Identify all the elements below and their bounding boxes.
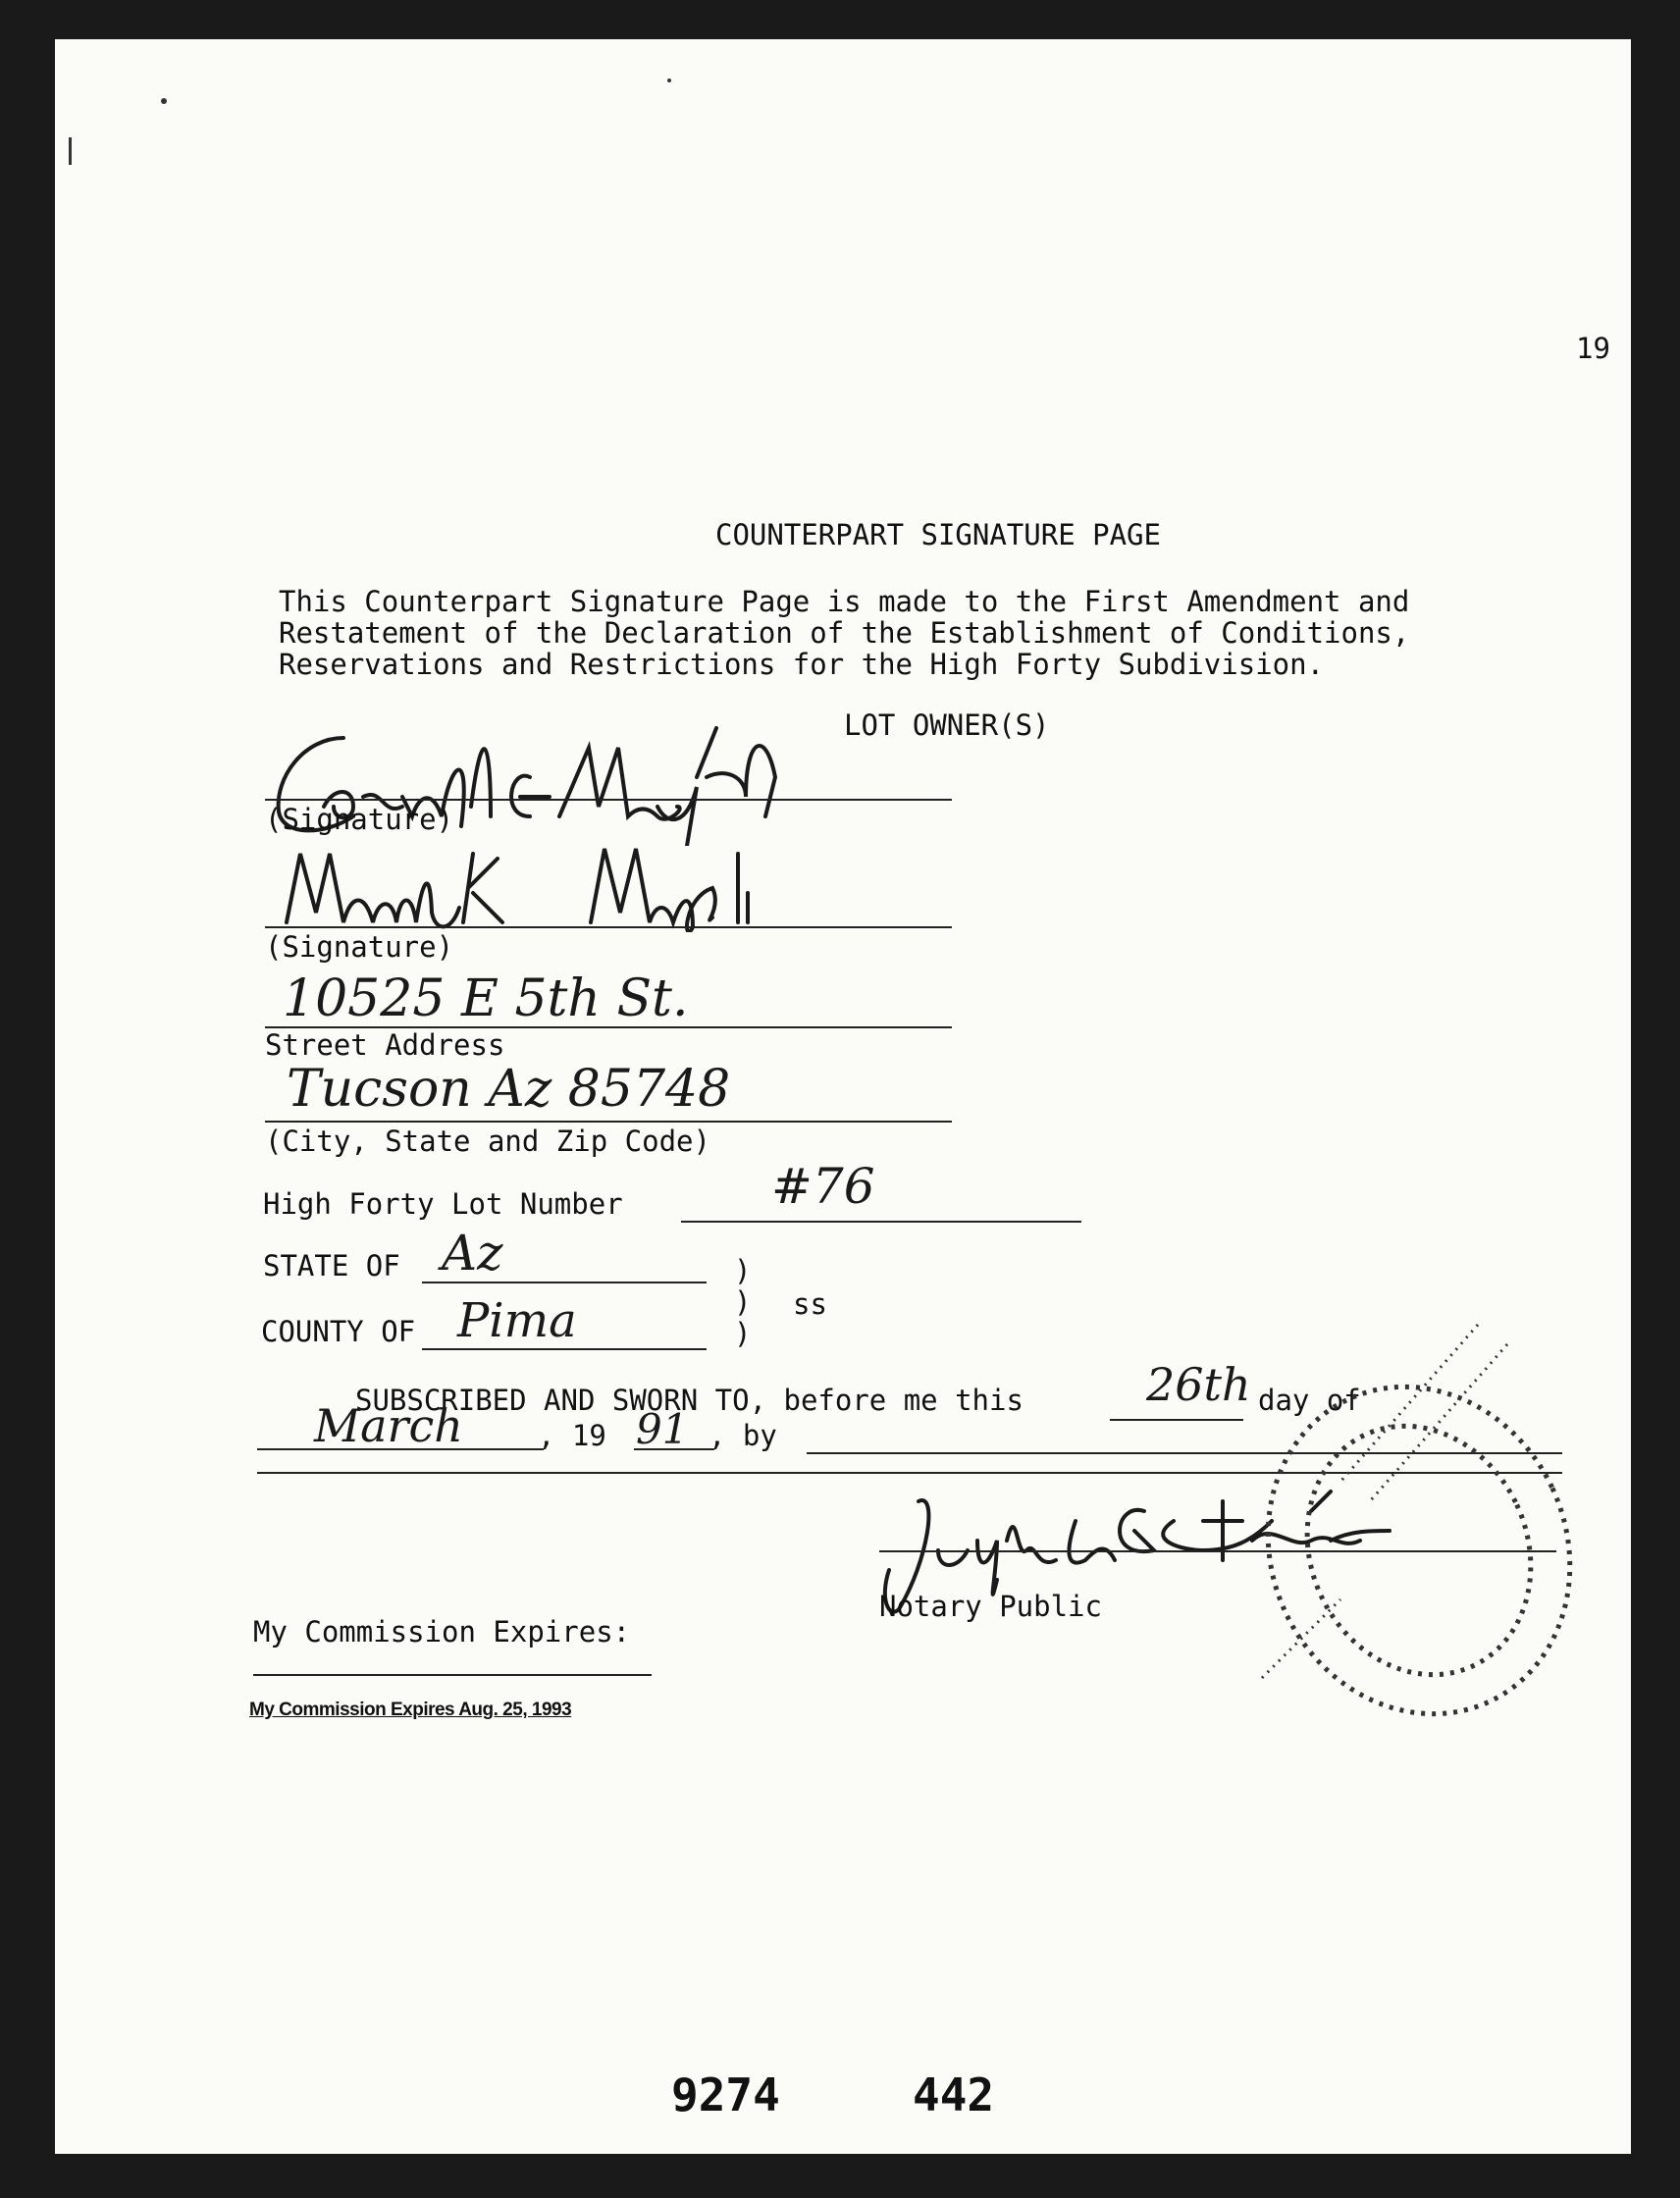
signature-label-1: (Signature) [265, 803, 454, 836]
city-state-zip-label: (City, State and Zip Code) [265, 1125, 710, 1158]
document-page [55, 39, 1631, 2154]
signature-line-2 [265, 926, 952, 928]
speck [69, 137, 72, 165]
page-number: 19 [1576, 332, 1610, 365]
commission-line [253, 1674, 652, 1676]
year-line [634, 1448, 714, 1450]
commission-stamp: My Commission Expires Aug. 25, 1993 [249, 1700, 572, 1720]
intro-line-2: Restatement of the Declaration of the Establishment of Conditions, [279, 616, 1410, 650]
intro-line-3: Reservations and Restrictions for the High Forty Subdivision. [279, 648, 1325, 681]
footer-number-left: 9274 [671, 2068, 780, 2121]
county-line [422, 1348, 707, 1350]
notary-seal [1223, 1305, 1596, 1727]
notary-label: Notary Public [879, 1590, 1102, 1623]
footer-number-right: 442 [913, 2068, 995, 2121]
month-line [257, 1448, 544, 1450]
commission-label: My Commission Expires: [253, 1615, 631, 1648]
lot-number-value: #76 [771, 1158, 875, 1215]
day-value: 26th [1146, 1358, 1251, 1411]
year-value: 91 [636, 1405, 689, 1453]
bracket-2: ) [734, 1285, 752, 1319]
city-state-zip-line [265, 1121, 952, 1123]
street-address-value: 10525 E 5th St. [283, 969, 689, 1028]
lot-owners-heading: LOT OWNER(S) [844, 708, 1050, 742]
day-of-text: day of [1258, 1384, 1361, 1417]
street-address-label: Street Address [265, 1028, 505, 1062]
lot-number-label: High Forty Lot Number [263, 1187, 623, 1221]
county-value: Pima [457, 1293, 577, 1348]
signature-line-1 [265, 799, 952, 801]
speck [667, 78, 671, 82]
lot-number-line [681, 1221, 1081, 1223]
sworn-text: SUBSCRIBED AND SWORN TO, before me this [355, 1384, 1024, 1417]
bracket-1: ) [734, 1254, 752, 1287]
year-prefix: , 19 [538, 1419, 606, 1452]
bracket-3: ) [734, 1317, 752, 1350]
state-value: Az [442, 1225, 503, 1282]
intro-line-1: This Counterpart Signature Page is made to the First Amendment and [279, 585, 1410, 618]
owner-signature-2 [277, 834, 807, 932]
by-text: , by [709, 1419, 777, 1452]
month-value: March [314, 1399, 463, 1452]
county-label: COUNTY OF [261, 1315, 416, 1348]
signature-label-2: (Signature) [265, 930, 454, 964]
state-label: STATE OF [263, 1249, 400, 1282]
speck [161, 98, 167, 104]
city-state-zip-value: Tucson Az 85748 [287, 1060, 731, 1119]
page-title: COUNTERPART SIGNATURE PAGE [715, 518, 1161, 551]
state-line [422, 1282, 707, 1283]
ss-label: ss [793, 1287, 827, 1321]
